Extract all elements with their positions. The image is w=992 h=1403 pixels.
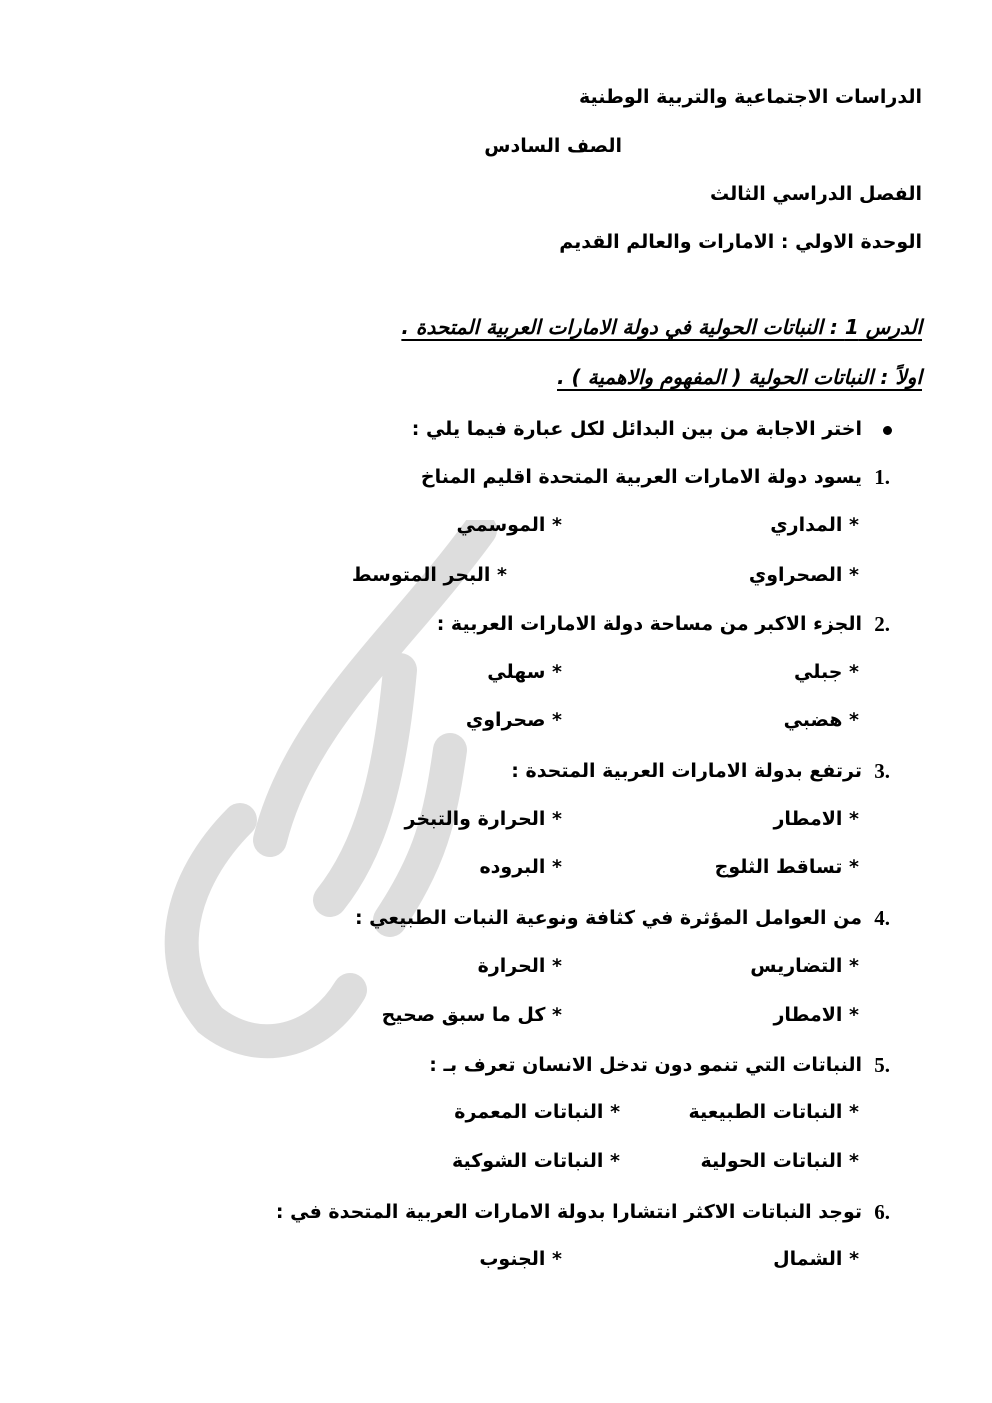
- option-d: * كل ما سبق صحيح: [381, 1004, 562, 1026]
- subject-heading: الدراسات الاجتماعية والتربية الوطنية: [578, 86, 922, 108]
- term-heading: الفصل الدراسي الثالث: [710, 183, 922, 205]
- option-a: * المداري: [770, 514, 859, 536]
- option-a: * النباتات الطبيعية: [688, 1101, 859, 1123]
- instruction-text: اختر الاجابة من بين البدائل لكل عبارة فيما يلي :: [411, 418, 862, 440]
- grade-heading: الصف السادس: [484, 135, 622, 157]
- option-d: * البحر المتوسط: [351, 564, 507, 586]
- question-number: 5.: [874, 1053, 890, 1077]
- question-text: من العوامل المؤثرة في كثافة ونوعية النبات الطبيعي :: [354, 907, 862, 929]
- option-b: * الحرارة: [477, 955, 562, 977]
- question-number: 6.: [874, 1200, 890, 1224]
- option-a: * الشمال: [773, 1248, 859, 1270]
- option-a: * التضاريس: [750, 955, 859, 977]
- option-b: * الجنوب: [479, 1248, 562, 1270]
- question-number: 3.: [874, 759, 890, 783]
- lesson-title: الدرس 1 : النباتات الحولية في دولة الامارات العربية المتحدة .: [401, 315, 922, 339]
- watermark-calligraphy: [150, 520, 550, 1080]
- question-text: الجزء الاكبر من مساحة دولة الامارات العربية :: [436, 613, 862, 635]
- option-b: * سهلي: [487, 661, 562, 683]
- option-c: * تساقط الثلوج: [714, 856, 859, 878]
- section-title: اولاً : النباتات الحولية ( المفهوم والاهمية ) .: [557, 365, 922, 389]
- option-b: * الحرارة والتبخر: [404, 808, 562, 830]
- question-number: 2.: [874, 612, 890, 636]
- question-text: يسود دولة الامارات العربية المتحدة اقليم المناخ: [420, 466, 862, 488]
- question-text: النباتات التي تنمو دون تدخل الانسان تعرف بـ :: [429, 1054, 862, 1076]
- question-text: توجد النباتات الاكثر انتشارا بدولة الامارات العربية المتحدة في :: [275, 1201, 862, 1223]
- option-a: * جبلي: [794, 661, 859, 683]
- option-a: * الامطار: [773, 808, 859, 830]
- option-d: * البروده: [479, 856, 562, 878]
- option-d: * صحراوي: [465, 709, 562, 731]
- option-b: * الموسمي: [456, 514, 562, 536]
- bullet-icon: [883, 426, 892, 435]
- unit-heading: الوحدة الاولي : الامارات والعالم القديم: [559, 231, 922, 253]
- option-c: * الامطار: [773, 1004, 859, 1026]
- question-number: 4.: [874, 906, 890, 930]
- option-b: * النباتات المعمرة: [454, 1101, 620, 1123]
- option-c: * النباتات الحولية: [700, 1150, 859, 1172]
- question-number: 1.: [874, 465, 890, 489]
- option-c: * هضبي: [783, 709, 859, 731]
- option-d: * النباتات الشوكية: [451, 1150, 620, 1172]
- question-text: ترتفع بدولة الامارات العربية المتحدة :: [511, 760, 862, 782]
- option-c: * الصحراوي: [748, 564, 859, 586]
